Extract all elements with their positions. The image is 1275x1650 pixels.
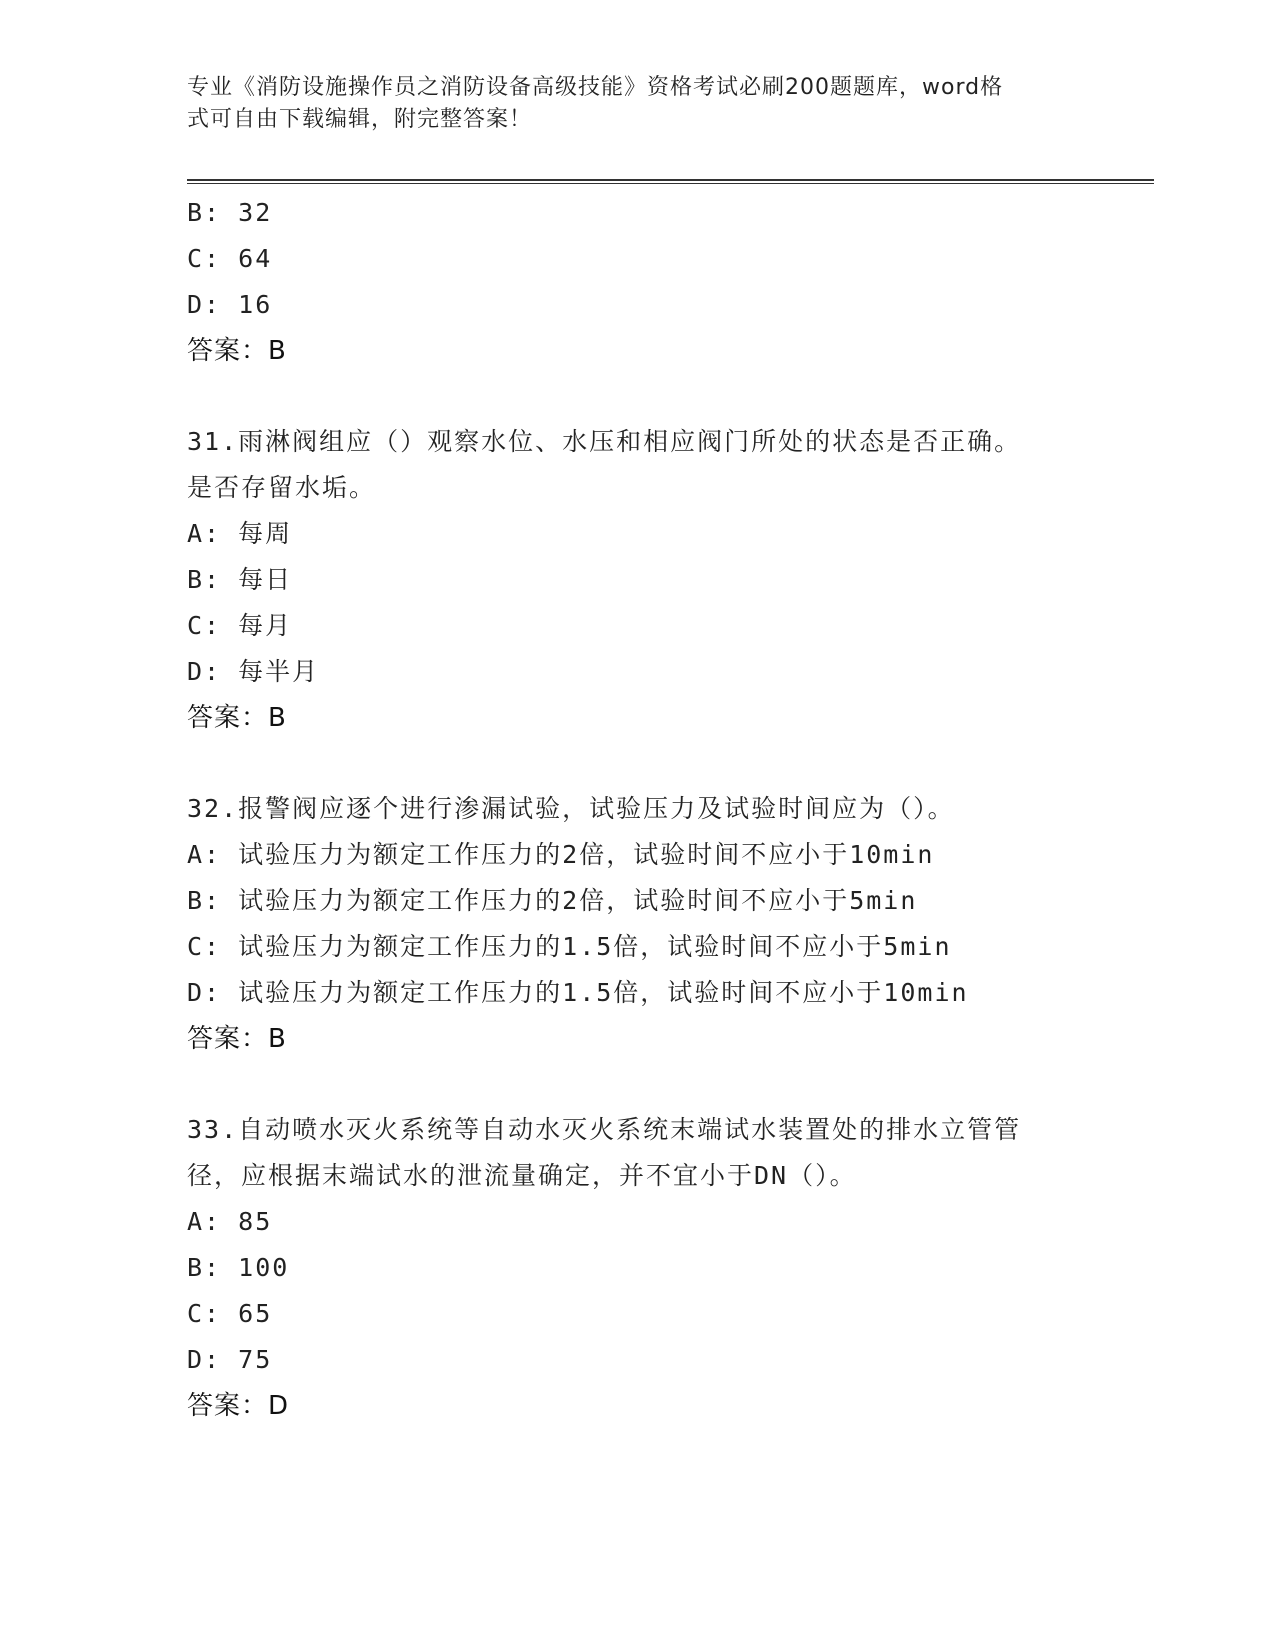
option-c: C: 65 (187, 1299, 273, 1328)
option-d: D: 16 (187, 290, 273, 319)
option-d: D: 75 (187, 1345, 273, 1374)
spacer (187, 741, 1127, 786)
option-c: C: 每月 (187, 611, 293, 640)
answer-label: 答案：D (187, 1391, 290, 1421)
option-d: D: 试验压力为额定工作压力的1.5倍，试验时间不应小于10min (187, 978, 969, 1007)
answer-label: 答案：B (187, 1024, 287, 1054)
option-a: A: 85 (187, 1207, 273, 1236)
spacer (187, 1062, 1127, 1107)
answer-label: 答案：B (187, 703, 287, 733)
question-text: 31.雨淋阀组应（）观察水位、水压和相应阀门所处的状态是否正确。 (187, 427, 1022, 456)
option-b: B: 32 (187, 198, 273, 227)
question-text-cont: 径，应根据末端试水的泄流量确定，并不宜小于DN（）。 (187, 1161, 857, 1190)
option-a: A: 每周 (187, 519, 293, 548)
question-content (187, 190, 1127, 1429)
question-text: 33.自动喷水灭火系统等自动水灭火系统末端试水装置处的排水立管管 (187, 1115, 1022, 1144)
question-text: 32.报警阀应逐个进行渗漏试验，试验压力及试验时间应为（）。 (187, 794, 955, 823)
question-32 (187, 786, 1127, 1062)
option-c: C: 64 (187, 244, 273, 273)
spacer (187, 374, 1127, 419)
question-text-cont: 是否存留水垢。 (187, 473, 377, 502)
header-divider (187, 179, 1154, 184)
option-b: B: 100 (187, 1253, 290, 1282)
option-b: B: 每日 (187, 565, 293, 594)
question-31 (187, 419, 1127, 741)
document-header (187, 72, 1067, 136)
option-c: C: 试验压力为额定工作压力的1.5倍，试验时间不应小于5min (187, 932, 952, 961)
option-a: A: 试验压力为额定工作压力的2倍，试验时间不应小于10min (187, 840, 935, 869)
answer-label: 答案：B (187, 336, 287, 366)
option-d: D: 每半月 (187, 657, 320, 686)
question-33 (187, 1107, 1127, 1429)
header-line-2: 式可自由下载编辑，附完整答案！ (187, 107, 533, 132)
question-30-continued (187, 190, 1127, 374)
option-b: B: 试验压力为额定工作压力的2倍，试验时间不应小于5min (187, 886, 918, 915)
header-line-1: 专业《消防设施操作员之消防设备高级技能》资格考试必刷200题题库，word格 (187, 75, 1004, 100)
